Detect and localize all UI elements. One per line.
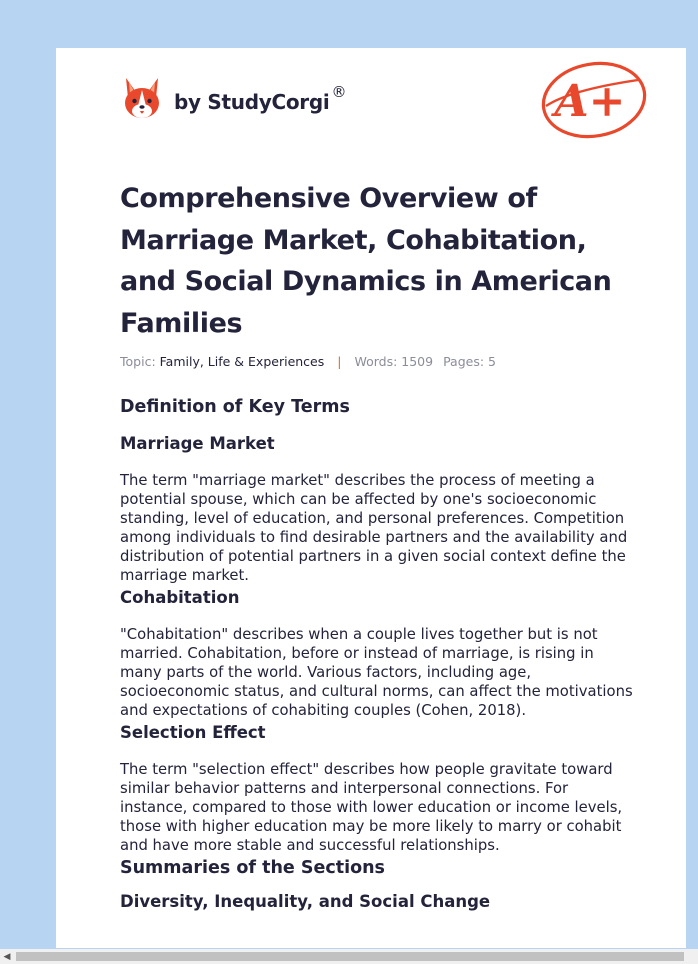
topic-link[interactable]: Family, Life & Experiences [159,354,325,369]
paragraph-cohabitation: "Cohabitation" describes when a couple lives together but is not married. Cohabitation, before or instead of marriage, is rising in many parts of the world. Various factors, including age, socioeconomic status, and cultural norms, can affect the motivations and expectations of cohabiting couples (Cohen, 2018). [120,626,633,719]
subheading-cohabitation: Cohabitation [120,588,240,607]
page-title: Comprehensive Overview of Marriage Market, Cohabitation, and Social Dynamics in American Families [120,183,612,339]
subheading-diversity: Diversity, Inequality, and Social Change [120,892,491,911]
topic-label: Topic: [120,354,156,369]
document-meta [120,354,496,369]
paragraph-marriage-market: The term "marriage market" describes the process of meeting a potential spouse, which can be affected by one's socioeconomic standing, level of education, and personal preferences. Competition among individuals to find desirable partners and the availability and distribution of potential partners in a given social context define the marriage market. [120,472,628,584]
brand[interactable] [122,76,346,120]
page-count: Pages: 5 [443,354,496,369]
subheading-selection-effect: Selection Effect [120,723,266,742]
word-count: Words: 1509 [354,354,434,369]
horizontal-scrollbar[interactable] [0,949,698,964]
a-plus-grade-badge [540,60,648,140]
brand-name: by StudyCorgi ® [174,83,347,114]
scrollbar-thumb[interactable] [16,952,684,961]
corgi-logo-icon [122,76,162,120]
subheading-marriage-market: Marriage Market [120,434,275,453]
meta-separator: | [337,354,342,369]
svg-text:A+: A+ [554,76,626,127]
section-heading-summaries: Summaries of the Sections [120,858,385,878]
document-body [120,394,640,915]
document-page [56,48,686,948]
section-heading-definitions: Definition of Key Terms [120,397,350,417]
paragraph-selection-effect: The term "selection effect" describes how people gravitate toward similar behavior patterns and interpersonal connections. For instance, compared to those with lower education or income levels, those with higher education may be more likely to marry or cohabit and have more stable and successful relationships. [120,761,623,854]
scroll-left-arrow-icon[interactable]: ◀ [3,951,11,962]
